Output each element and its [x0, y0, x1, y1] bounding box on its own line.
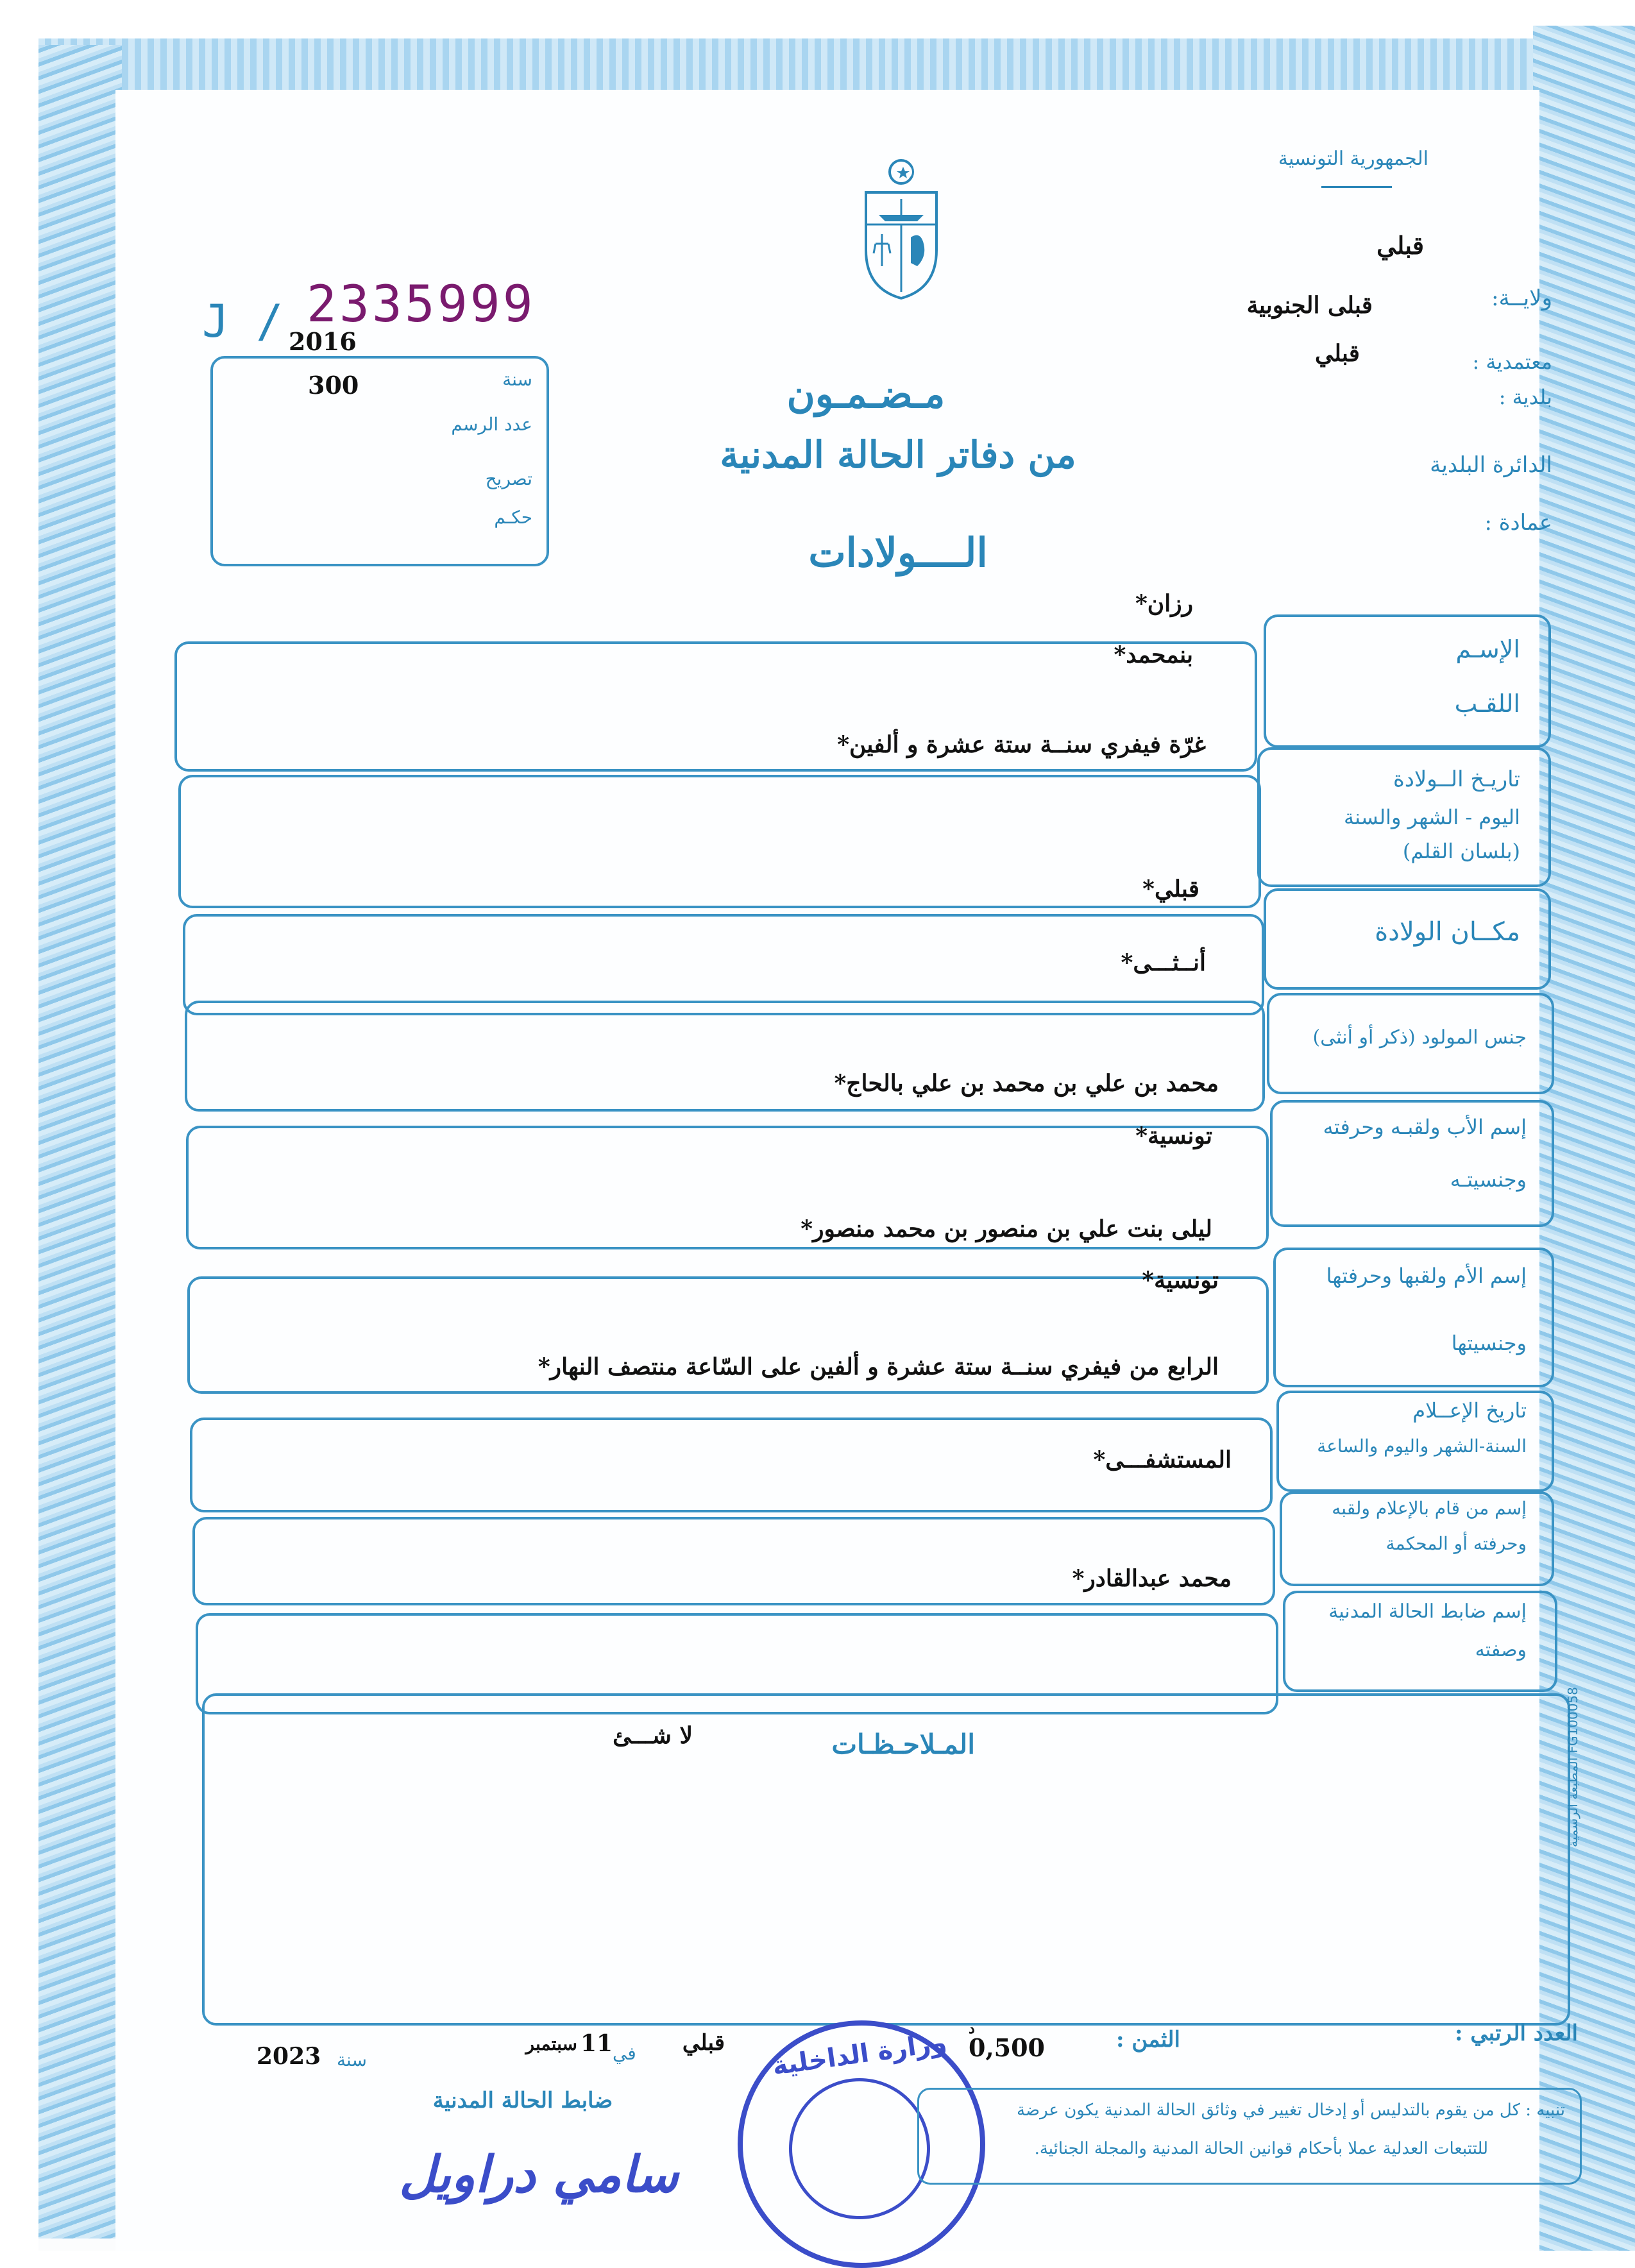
guilloche-border-top [38, 38, 1578, 96]
municipality-value: قبلي [1315, 340, 1360, 367]
serial-prefix: J / [202, 295, 284, 348]
footer-on: في [613, 2043, 636, 2064]
footer-place: قبلي [682, 2030, 725, 2056]
tunisia-coat-of-arms-icon [860, 154, 943, 301]
row-sex-label1: جنس المولود (ذكر أو أنثى) [1312, 1026, 1527, 1049]
row-mother-value1: ليلى بنت علي بن منصور بن محمد منصور* [801, 1215, 1212, 1242]
row-birthplace-label1: مكــان الولادة [1375, 917, 1520, 947]
heading-underline [1321, 186, 1392, 188]
row-father-label2: وجنسيتـه [1450, 1167, 1527, 1192]
row-declarant-label2: وحرفته أو المحكمة [1385, 1533, 1527, 1554]
row-birthdate-label1: تاريـخ الــولادة [1393, 766, 1520, 792]
row-birthplace-value1: قبلي* [1142, 876, 1199, 902]
delegation-value: قبلى الجنوبية [1246, 292, 1373, 319]
price-label: الثمن : [1116, 2027, 1180, 2052]
official-stamp-inner [789, 2078, 930, 2219]
row-mother-label1: إسم الأم ولقبها وحرفتها [1326, 1264, 1527, 1288]
title-line3: الــــولادات [808, 529, 988, 576]
serial-number-label: العدد الرتبي : [1454, 2020, 1578, 2046]
footer-month: سبتمبر [525, 2033, 577, 2054]
row-officer-label1: إسم ضابط الحالة المدنية [1328, 1600, 1527, 1623]
row-name-label2: اللقـب [1454, 690, 1520, 718]
row-declarant-label1: إسم من قام بالإعلام ولقبه [1332, 1498, 1527, 1519]
row-father-value2: تونسية* [1135, 1122, 1212, 1149]
row-mother-value2: تونسية* [1142, 1267, 1219, 1294]
title-line1: مـضـمـون [786, 372, 945, 417]
row-officer-label2: وصفته [1475, 1639, 1527, 1661]
governorate-label: ولايــة: [1491, 285, 1552, 311]
row-birthdate-value1: غرّة فيفري سنــة ستة عشرة و ألفين* [837, 731, 1206, 758]
price-unit: د [969, 2020, 975, 2037]
title-line2: من دفاتر الحالة المدنية [720, 433, 1076, 477]
serial-number: 2335999 [307, 276, 536, 334]
registry-fee-label: عدد الرسم [451, 414, 532, 435]
row-sex-value1: أنــثـــى* [1121, 949, 1206, 976]
governorate-value: قبلي [1377, 231, 1424, 260]
notice-line1: تنبيه : كل من يقوم بالتدليس أو إدخال تغيير في وثائق الحالة المدنية يكون عرضة [1017, 2101, 1565, 2120]
row-declaration-value1: الرابع من فيفري سنــة ستة عشرة و ألفين على السّاعة منتصف النهار* [538, 1353, 1219, 1380]
republic-heading: الجمهورية التونسية [1278, 148, 1429, 170]
notice-line2: للتتبعات العدلية عملا بأحكام قوانين الحالة المدنية والمجلة الجنائية. [1034, 2139, 1488, 2158]
registry-judgment-label: حكـم [494, 507, 532, 528]
footer-year-label: سنة [337, 2049, 367, 2070]
row-mother-label2: وجنسيتها [1451, 1331, 1527, 1355]
registry-year-value: 2016 [289, 327, 357, 356]
printer-code: المطبعة الرسمية FG100058 [1565, 1687, 1580, 1847]
row-declarant-value-box [192, 1517, 1275, 1605]
omda-label: عمادة : [1484, 510, 1552, 536]
row-birthdate-label2: اليوم - الشهر والسنة [1343, 805, 1520, 829]
delegation-label: معتمدية : [1472, 350, 1552, 374]
registry-declaration-label: تصريح [485, 468, 532, 489]
row-declaration-label2: السنة-الشهر واليوم والساعة [1317, 1435, 1527, 1457]
municipal-district-label: الدائرة البلدية [1430, 452, 1552, 478]
row-birthdate-label3: (بلسان القلم) [1402, 839, 1520, 863]
row-father-label1: إسم الأب ولقبـه وحرفته [1323, 1115, 1527, 1139]
stamp-text: وزارة الداخلية [770, 2027, 949, 2081]
price-value: 0,500 [969, 2033, 1045, 2062]
municipality-label: بلدية : [1498, 385, 1552, 409]
row-declarant-value1: المستشفـــى* [1093, 1446, 1232, 1473]
officer-signature: سامي دراويل [399, 2145, 679, 2204]
footer-day: 11 [580, 2030, 613, 2057]
row-name-value2: بنمحمد* [1114, 641, 1193, 668]
registry-fee-value: 300 [308, 371, 359, 400]
row-name-value1: رزان* [1135, 590, 1193, 617]
row-father-value1: محمد بن علي بن محمد بن علي بالحاج* [834, 1070, 1219, 1097]
row-name-label1: الإسـم [1455, 635, 1520, 663]
registry-year-label: سنة [502, 369, 532, 390]
row-declaration-label1: تاريخ الإعــلام [1412, 1398, 1527, 1423]
remarks-label: المـلاحـظـات [831, 1729, 975, 1760]
row-officer-value1: محمد عبدالقادر* [1072, 1565, 1232, 1592]
guilloche-border-left [38, 45, 122, 2238]
remarks-value: لا شـــئ [613, 1722, 693, 1749]
officer-title: ضابط الحالة المدنية [432, 2088, 613, 2113]
footer-year-value: 2023 [257, 2043, 321, 2070]
